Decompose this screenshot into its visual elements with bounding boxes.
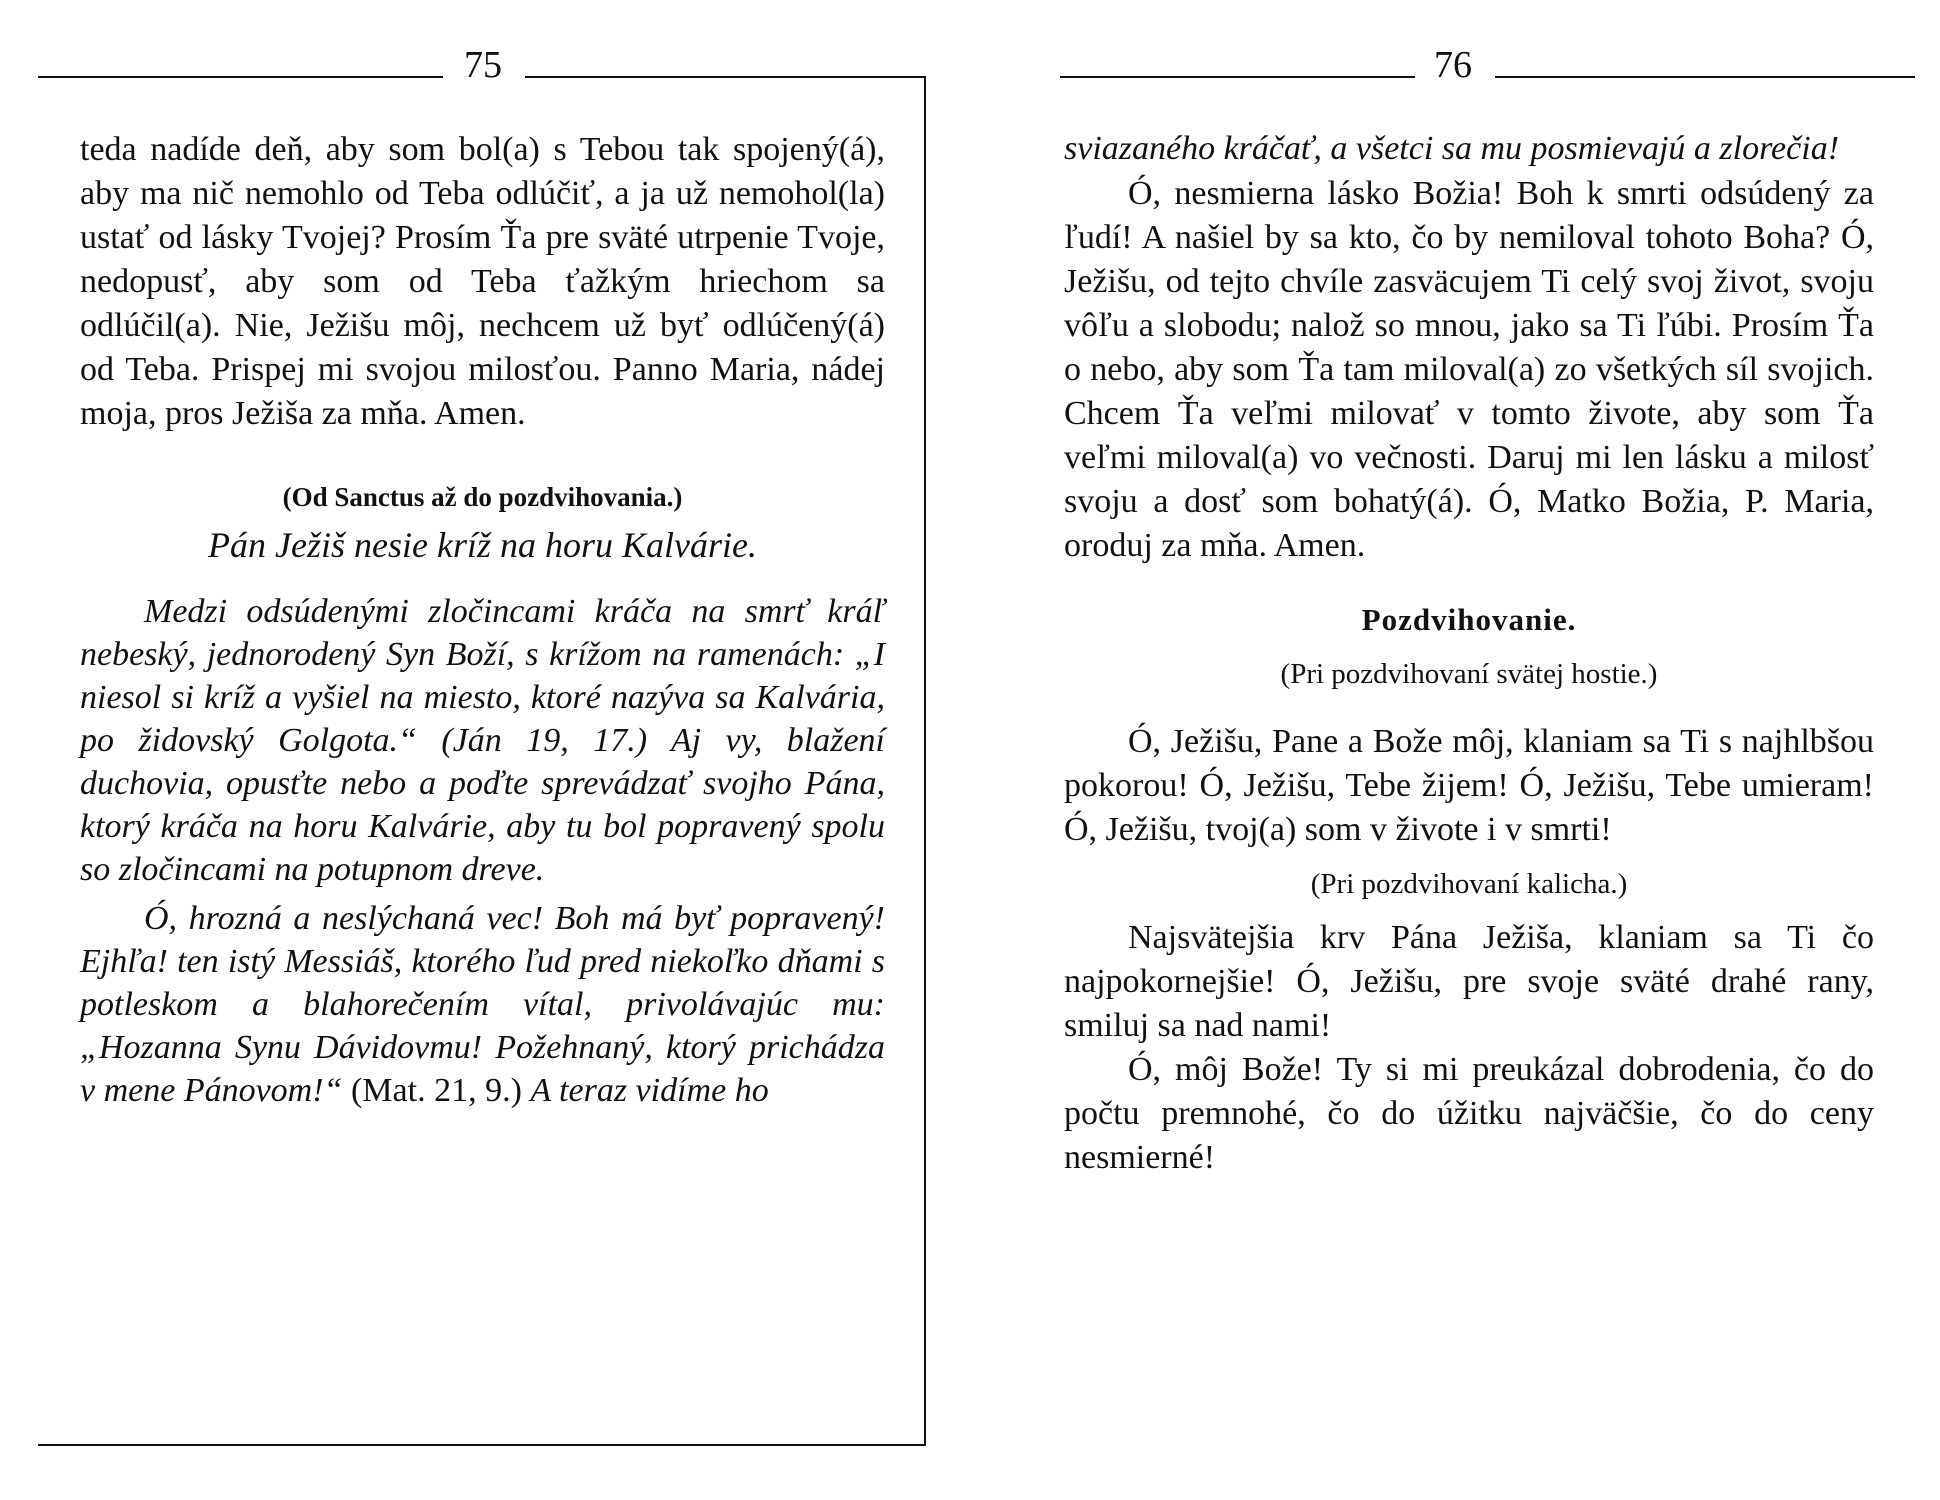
paragraph bbox=[80, 897, 885, 1112]
paragraph-text: A teraz vidíme ho bbox=[530, 1072, 769, 1109]
bible-reference: (Mat. 21, 9.) bbox=[350, 1072, 522, 1109]
paragraph: Ó, nesmierna lásko Božia! Boh k smrti odsúdený za ľudí! A našiel by sa kto, čo by nemiloval tohoto Boha? Ó, Ježišu, od tejto chvíle zasväcujem Ti celý svoj život, svoju vôľu a slobodu; nalož so mnou, jako sa Ti ľúbi. Prosím Ťa o nebo, aby som Ťa tam miloval(a) zo všetkých síl svojich. Chcem Ťa veľmi milovať v tomto živote, aby som Ťa veľmi miloval(a) vo večnosti. Daruj mi len lásku a milosť svoju a dosť som bohatý(á). Ó, Matko Božia, P. Maria, oroduj za mňa. Amen. bbox=[1064, 175, 1874, 564]
rubric: (Od Sanctus až do pozdvihovania.) bbox=[282, 482, 683, 512]
header-rule-right bbox=[1495, 76, 1915, 78]
paragraph: Medzi odsúdenými zločincami kráča na smrť kráľ nebeský, jednorodený Syn Boží, s krížom na ramenách: „I niesol si kríž a vyšiel na miesto, ktoré nazýva sa Kalvária, po židovský Golgota.“ (Ján 19, 17.) Aj vy, blažení duchovia, opusťte nebo a poďte sprevádzať svojho Pána, ktorý kráča na horu Kalvárie, aby tu bol popravený spolu so zločincami na potupnom dreve. bbox=[80, 593, 885, 888]
paragraph: Ó, môj Bože! Ty si mi preukázal dobrodenia, čo do počtu premnohé, čo do úžitku najväčšie, čo do ceny nesmierné! bbox=[1064, 1051, 1874, 1176]
page-number: 76 bbox=[1434, 44, 1472, 86]
paragraph: sviazaného kráčať, a všetci sa mu posmievajú a zlorečia! bbox=[1064, 130, 1840, 167]
right-page-text bbox=[1064, 128, 1874, 1180]
page-number: 75 bbox=[464, 44, 502, 86]
right-page bbox=[1030, 0, 1930, 1500]
paragraph-text: Ó, hrozná a neslýchaná vec! Boh má byť popravený! Ejhľa! ten istý Messiáš, ktorého ľud pred niekoľko dňami s potleskom a blahorečením vítal, privolávajúc mu: „Hozanna Synu Dávidovmu! Požehnaný, ktorý prichádza v mene Pánovom!“ bbox=[80, 900, 885, 1109]
paragraph: Najsvätejšia krv Pána Ježiša, klaniam sa Ti čo najpokornejšie! Ó, Ježišu, pre svoje sväté drahé rany, smiluj sa nad nami! bbox=[1064, 919, 1874, 1044]
section-heading: Pozdvihovanie. bbox=[1361, 602, 1577, 637]
left-page bbox=[30, 0, 930, 1500]
rubric: (Pri pozdvihovaní svätej hostie.) bbox=[1280, 658, 1658, 690]
paragraph: teda nadíde deň, aby som bol(a) s Tebou tak spojený(á), aby ma nič nemohlo od Teba odlúčiť, a ja už nemohol(la) ustať od lásky Tvojej? Prosím Ťa pre sväté utrpenie Tvoje, nedopusť, aby som od Teba ťažkým hriechom sa odlúčil(a). Nie, Ježišu môj, nechcem už byť odlúčený(á) od Teba. Prispej mi svojou milosťou. Panno Maria, nádej moja, pros Ježiša za mňa. Amen. bbox=[80, 131, 885, 432]
rubric: (Pri pozdvihovaní kalicha.) bbox=[1310, 868, 1628, 900]
header-rule-left bbox=[1060, 76, 1415, 78]
left-page-text bbox=[80, 128, 885, 1112]
right-page-header bbox=[1030, 40, 1930, 90]
paragraph: Ó, Ježišu, Pane a Bože môj, klaniam sa Ti s najhlbšou pokorou! Ó, Ježišu, Tebe žijem! Ó, Ježišu, Tebe umieram! Ó, Ježišu, tvoj(a) som v živote i v smrti! bbox=[1064, 723, 1874, 848]
section-heading: Pán Ježiš nesie kríž na horu Kalvárie. bbox=[208, 525, 757, 565]
